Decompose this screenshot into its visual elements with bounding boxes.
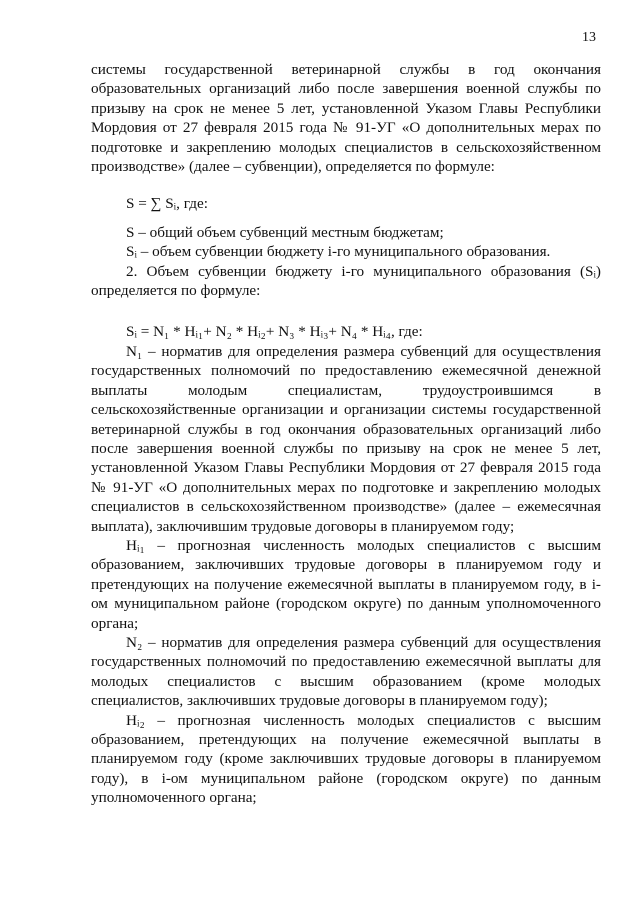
page-number: 13	[582, 30, 596, 45]
definition-n1: N₁ – норматив для определения размера субвенций для осуществления государственных полномочий по предоставлению ежемесячной денежной выплаты молодым специалистам, трудоустроившимся в сельскохозяйственные организации и организации системы государственной ветеринарной службы в год окончания образовательных организаций либо после завершения военной службы по призыву на срок не менее 5 лет, установленной Указом Главы Республики Мордовия от 27 февраля 2015 года № 91-УГ «О дополнительных мерах по подготовке и закреплению молодых специалистов в сельскохозяйственном производстве» (далее – ежемесячная выплата), заключившим трудовые договоры в планируемом году;	[91, 342, 601, 535]
definition-si: Sᵢ – объем субвенции бюджету i-го муниципального образования.	[126, 243, 551, 261]
paragraph-intro: системы государственной ветеринарной службы в год окончания образовательных организаций либо после завершения военной службы по призыву на срок не менее 5 лет, установленной Указом Главы Республики Мордовия от 27 февраля 2015 года № 91-УГ «О дополнительных мерах по подготовке и закреплению молодых специалистов в сельскохозяйственном производстве» (далее – субвенции), определяется по формуле:	[91, 61, 601, 176]
definition-s: S – общий объем субвенций местным бюджетам;	[126, 223, 444, 241]
paragraph-item-2: 2. Объем субвенции бюджету i-го муниципального образования (Sᵢ) определяется по формуле:	[91, 262, 601, 300]
formula-si: Sᵢ = N₁ * Hᵢ₁+ N₂ * Hᵢ₂+ N₃ * Hᵢ₃+ N₄ * Hᵢ₄, где:	[126, 323, 423, 341]
definition-hi2: Hᵢ₂ – прогнозная численность молодых специалистов с высшим образованием, претендующих на получение ежемесячной выплаты в планируемом году (кроме заключивших трудовые договоры в планируемом году), в i-ом муниципальном районе (городском округе) по данным уполномоченного органа;	[91, 711, 601, 807]
definition-hi1: Hᵢ₁ – прогнозная численность молодых специалистов с высшим образованием, заключивших трудовые договоры в планируемом году и претендующих на получение ежемесячной выплаты в планируемом году, в i-ом муниципальном районе (городском округе) по данным уполномоченного органа;	[91, 536, 601, 632]
formula-total: S = ∑ Sᵢ, где:	[126, 195, 208, 213]
definition-n2: N₂ – норматив для определения размера субвенций для осуществления государственных полномочий по предоставлению ежемесячной выплаты для молодых специалистов с высшим образованием (кроме молодых специалистов, заключивших трудовые договоры в планируемом году);	[91, 633, 601, 710]
document-body	[91, 60, 601, 808]
